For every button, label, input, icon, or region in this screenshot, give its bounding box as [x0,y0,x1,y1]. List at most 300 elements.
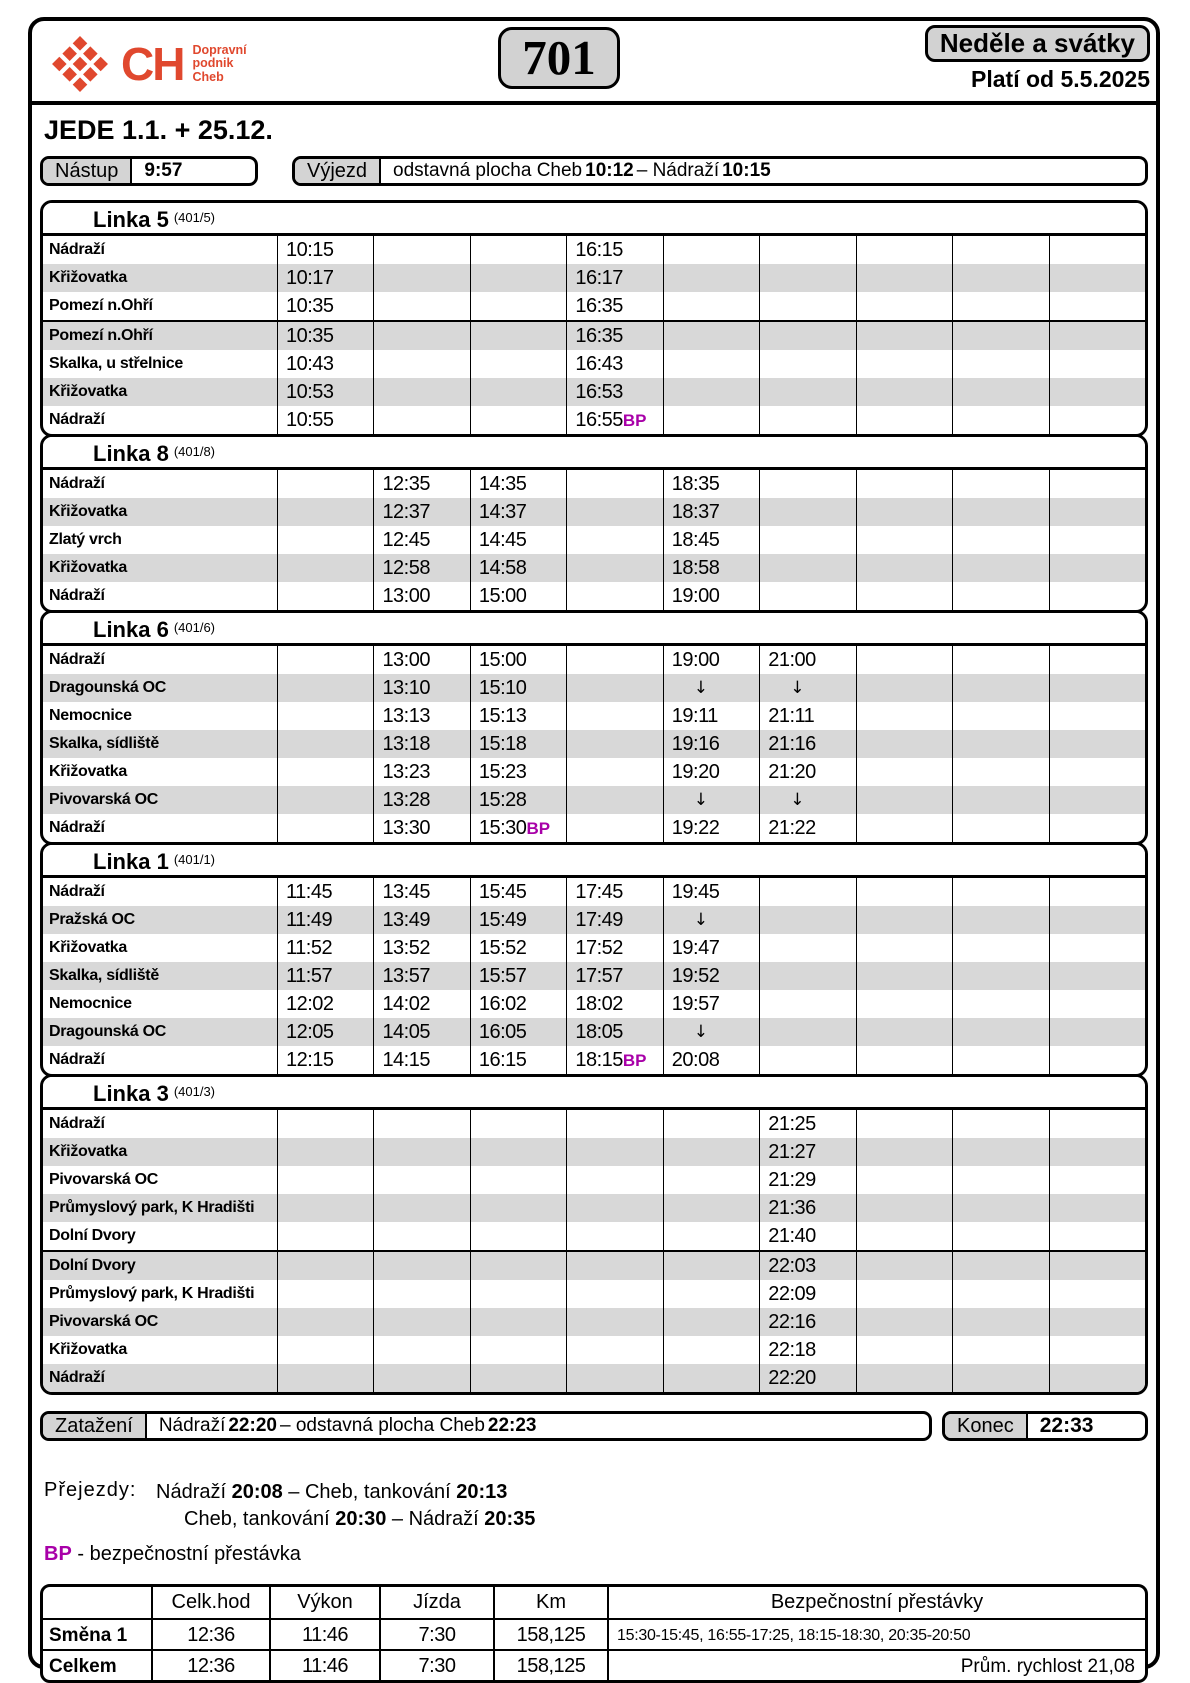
time-cell: 12:37 [373,498,469,526]
time-cell [952,1280,1048,1308]
time-cell [277,646,373,674]
header-right [925,25,1150,93]
time-cell: 19:16 [663,730,759,758]
timetable-page [28,17,1160,1677]
time-cell [856,378,952,406]
time-cell [952,962,1048,990]
time-cell [277,498,373,526]
linka-header [43,613,1145,646]
time-cell [952,702,1048,730]
time-cell [759,350,855,378]
linka-header [43,203,1145,236]
bp-legend-text: - bezpečnostní přestávka [71,1543,301,1565]
time-cell [952,990,1048,1018]
time-cell [759,292,855,320]
time-cell: 22:03 [759,1252,855,1280]
timetable-row [43,1018,1145,1046]
time-cell [952,498,1048,526]
time-cell: 17:45 [566,878,662,906]
time-cell: 16:15 [470,1046,566,1074]
time-cell [952,350,1048,378]
timetable-row [43,1222,1145,1250]
time-cell [277,786,373,814]
time-cell [1049,236,1145,264]
time-cell [373,236,469,264]
time-cell: 13:18 [373,730,469,758]
time-cell [470,1222,566,1250]
time-cell [663,1364,759,1392]
time-cell [277,1138,373,1166]
time-cell [373,378,469,406]
linka-code: (401/3) [173,1084,216,1099]
linka-table [40,610,1148,845]
logo-text [192,44,246,85]
stop-name: Nádraží [49,587,105,604]
timetable-row [43,1166,1145,1194]
time-cell [952,758,1048,786]
stop-name: Pivovarská OC [49,1313,159,1330]
stop-name: Nemocnice [49,995,132,1012]
time-cell [566,814,662,842]
time-cell [856,322,952,350]
linka-name: Linka 8 [93,441,169,466]
time-cell [470,1252,566,1280]
time-cell [663,1166,759,1194]
time-cell [1049,786,1145,814]
time-cell [952,814,1048,842]
time-cell: 13:00 [373,582,469,610]
time-cell [759,322,855,350]
time-cell: 17:52 [566,934,662,962]
time-cell: 10:35 [277,322,373,350]
logo-line-1: Dopravní [192,42,247,57]
time-cell [952,582,1048,610]
stop-name: Nádraží [49,883,105,900]
time-cell [470,378,566,406]
konec-box [942,1411,1148,1441]
time-cell: 16:55BP [566,406,662,434]
time-cell [856,406,952,434]
time-cell [470,1194,566,1222]
time-cell [470,406,566,434]
summary-header-cell: Jízda [379,1587,493,1618]
summary-header-row [43,1587,1145,1618]
time-cell [1049,350,1145,378]
time-cell [856,1280,952,1308]
time-cell: 15:49 [470,906,566,934]
time-cell [1049,1364,1145,1392]
time-cell [952,1222,1048,1250]
time-cell [566,1364,662,1392]
time-cell [952,264,1048,292]
time-cell [1049,498,1145,526]
time-cell: 16:05 [470,1018,566,1046]
timetable-row [43,320,1145,350]
page-content [32,105,1156,1683]
time-cell [952,1308,1048,1336]
time-cell [470,1308,566,1336]
time-cell [952,1046,1048,1074]
time-cell [470,1110,566,1138]
timetable-row [43,526,1145,554]
time-cell [952,470,1048,498]
time-cell [277,554,373,582]
time-cell [759,934,855,962]
timetable-row [43,1138,1145,1166]
time-cell [566,554,662,582]
time-cell: 11:49 [277,906,373,934]
linka-name: Linka 3 [93,1081,169,1106]
time-cell [1049,878,1145,906]
time-cell: 15:10 [470,674,566,702]
time-cell [759,406,855,434]
time-cell [277,674,373,702]
time-cell [952,406,1048,434]
time-cell [1049,1166,1145,1194]
timetable-row [43,498,1145,526]
timetable-row [43,554,1145,582]
stop-name: Křižovatka [49,559,127,576]
konec-label: Konec [945,1414,1028,1438]
stop-name: Pražská OC [49,911,135,928]
time-cell [470,236,566,264]
stop-name: Křižovatka [49,939,127,956]
time-cell [470,264,566,292]
linka-code: (401/1) [173,852,216,867]
time-cell: 13:49 [373,906,469,934]
timetable-row [43,702,1145,730]
departure-info-row [40,156,1148,186]
stop-name: Průmyslový park, K Hradišti [49,1285,255,1302]
timetable-row [43,814,1145,842]
time-cell [663,1194,759,1222]
linka-tables [40,200,1148,1395]
linka-name: Linka 6 [93,617,169,642]
time-cell: 15:52 [470,934,566,962]
time-cell [856,990,952,1018]
time-cell [759,878,855,906]
time-cell: 14:02 [373,990,469,1018]
time-cell: ↓ [663,906,759,934]
time-cell: 14:45 [470,526,566,554]
bp-marker: BP [622,411,647,430]
linka-code: (401/5) [173,210,216,225]
stop-name: Křižovatka [49,269,127,286]
summary-header-cell: Bezpečnostní přestávky [607,1587,1145,1618]
time-cell: 19:00 [663,646,759,674]
timetable-row [43,350,1145,378]
linka-table [40,434,1148,613]
timetable-row [43,1280,1145,1308]
time-cell [663,236,759,264]
time-cell: 13:57 [373,962,469,990]
time-cell: 12:02 [277,990,373,1018]
time-cell [373,350,469,378]
stop-name: Dolní Dvory [49,1227,136,1244]
time-cell [856,1166,952,1194]
summary-header-cell: Výkon [269,1587,379,1618]
time-cell: 14:58 [470,554,566,582]
time-cell [277,1110,373,1138]
time-cell [470,1138,566,1166]
time-cell: 12:45 [373,526,469,554]
time-cell: 22:20 [759,1364,855,1392]
time-cell [952,292,1048,320]
time-cell [856,758,952,786]
time-cell [277,730,373,758]
time-cell [663,1222,759,1250]
stop-name: Nádraží [49,1369,105,1386]
linka-name: Linka 1 [93,849,169,874]
time-cell [856,646,952,674]
timetable-row [43,730,1145,758]
time-cell [856,934,952,962]
time-cell: 16:15 [566,236,662,264]
summary-row [43,1649,1145,1680]
time-cell [566,526,662,554]
bp-marker: BP [526,819,551,838]
time-cell [566,1308,662,1336]
time-cell: 21:00 [759,646,855,674]
time-cell [277,702,373,730]
vyjezd-text: odstavná plocha Cheb 10:12 – Nádraží 10:15 [393,160,771,181]
time-cell [663,1138,759,1166]
stop-name: Křižovatka [49,1341,127,1358]
time-cell: 11:52 [277,934,373,962]
time-cell: 19:45 [663,878,759,906]
time-cell [759,498,855,526]
time-cell: 10:55 [277,406,373,434]
time-cell: ↓ [663,1018,759,1046]
time-cell [759,582,855,610]
time-cell: 21:11 [759,702,855,730]
time-cell: 21:27 [759,1138,855,1166]
stop-name: Skalka, sídliště [49,735,159,752]
time-cell [856,674,952,702]
time-cell [759,378,855,406]
time-cell [470,292,566,320]
time-cell [1049,990,1145,1018]
time-cell: 12:05 [277,1018,373,1046]
stop-name: Pivovarská OC [49,791,159,808]
logo-abbr: CH [121,38,184,90]
timetable-row [43,1194,1145,1222]
time-cell [952,1166,1048,1194]
snowflake-diamonds-icon [48,33,112,95]
time-cell [1049,1018,1145,1046]
stop-name: Průmyslový park, K Hradišti [49,1199,255,1216]
timetable-row [43,1046,1145,1074]
linka-header [43,437,1145,470]
time-cell [566,702,662,730]
summary-cell: Celkem [43,1649,151,1680]
time-cell: 19:47 [663,934,759,962]
vyjezd-label: Výjezd [295,159,381,183]
time-cell: 13:45 [373,878,469,906]
time-cell: 16:53 [566,378,662,406]
summary-table [40,1584,1148,1683]
summary-cell: Prům. rychlost 21,08 [607,1649,1145,1680]
time-cell: 10:17 [277,264,373,292]
time-cell [277,1222,373,1250]
linka-header [43,1077,1145,1110]
time-cell: 21:29 [759,1166,855,1194]
time-cell [663,1110,759,1138]
time-cell [1049,814,1145,842]
time-cell [277,1336,373,1364]
time-cell: 22:18 [759,1336,855,1364]
timetable-row [43,292,1145,320]
timetable-row [43,646,1145,674]
time-cell [1049,1110,1145,1138]
time-cell: 22:16 [759,1308,855,1336]
time-cell [1049,646,1145,674]
time-cell [952,1252,1048,1280]
timetable-row [43,378,1145,406]
time-cell [663,378,759,406]
time-cell [856,1336,952,1364]
time-cell: 12:15 [277,1046,373,1074]
time-cell [1049,1252,1145,1280]
time-cell [566,1222,662,1250]
time-cell [470,1336,566,1364]
prejezdy-section [44,1479,1148,1533]
stop-name: Nádraží [49,1051,105,1068]
time-cell [856,1222,952,1250]
stop-name: Nádraží [49,1115,105,1132]
time-cell [1049,526,1145,554]
time-cell: 14:35 [470,470,566,498]
time-cell [952,526,1048,554]
time-cell [1049,1138,1145,1166]
time-cell [373,1336,469,1364]
prejezdy-line-1: Nádraží 20:08 – Cheb, tankování 20:13 [156,1481,508,1503]
time-cell [373,1280,469,1308]
time-cell [470,1364,566,1392]
time-cell: 14:05 [373,1018,469,1046]
summary-cell: 158,125 [493,1649,607,1680]
time-cell: 19:11 [663,702,759,730]
time-cell [856,1138,952,1166]
time-cell [373,1166,469,1194]
time-cell [1049,582,1145,610]
time-cell [759,526,855,554]
summary-cell: 12:36 [151,1649,269,1680]
time-cell [1049,1194,1145,1222]
time-cell: 19:52 [663,962,759,990]
time-cell: 16:35 [566,322,662,350]
timetable-row [43,1250,1145,1280]
vyjezd-box [292,156,1148,186]
time-cell [952,236,1048,264]
time-cell [277,814,373,842]
time-cell [856,292,952,320]
time-cell [1049,730,1145,758]
stop-name: Nemocnice [49,707,132,724]
time-cell [566,786,662,814]
time-cell [759,1046,855,1074]
time-cell [277,758,373,786]
time-cell [1049,378,1145,406]
time-cell [1049,292,1145,320]
time-cell [856,582,952,610]
prejezdy-lines [156,1479,535,1533]
time-cell [566,1110,662,1138]
time-cell [566,1336,662,1364]
stop-name: Pivovarská OC [49,1171,159,1188]
stop-name: Nádraží [49,241,105,258]
time-cell [1049,702,1145,730]
timetable-row [43,758,1145,786]
time-cell [663,322,759,350]
time-cell: 15:45 [470,878,566,906]
time-cell [759,236,855,264]
time-cell: 15:57 [470,962,566,990]
logo-line-3: Cheb [192,69,224,84]
nastup-time: 9:57 [144,160,183,181]
time-cell: 14:37 [470,498,566,526]
time-cell [1049,674,1145,702]
time-cell: ↓ [663,674,759,702]
time-cell: 13:52 [373,934,469,962]
stop-name: Dragounská OC [49,1023,167,1040]
time-cell: ↓ [663,786,759,814]
stop-name: Nádraží [49,651,105,668]
time-cell [856,236,952,264]
time-cell: 15:13 [470,702,566,730]
nastup-box [40,156,258,186]
time-cell: 18:15BP [566,1046,662,1074]
zatazeni-row [40,1411,1148,1441]
time-cell: ↓ [759,674,855,702]
time-cell: 16:02 [470,990,566,1018]
summary-header-cell: Celk.hod [151,1587,269,1618]
stop-name: Pomezí n.Ohří [49,327,153,344]
summary-cell: 158,125 [493,1618,607,1649]
bp-legend [44,1543,1148,1566]
timetable-row [43,470,1145,498]
time-cell: 13:28 [373,786,469,814]
time-cell [856,526,952,554]
day-type-badge: Neděle a svátky [925,25,1150,62]
operator-logo [48,33,247,95]
time-cell [952,878,1048,906]
time-cell [952,322,1048,350]
time-cell [277,1252,373,1280]
time-cell [277,1194,373,1222]
time-cell [952,1018,1048,1046]
time-cell: 14:15 [373,1046,469,1074]
timetable-row [43,934,1145,962]
konec-time: 22:33 [1039,1414,1094,1437]
valid-from-text: Platí od 5.5.2025 [971,66,1150,92]
time-cell: 15:28 [470,786,566,814]
time-cell [952,730,1048,758]
time-cell [566,498,662,526]
timetable-row [43,582,1145,610]
time-cell [663,1280,759,1308]
time-cell: 15:00 [470,582,566,610]
time-cell [1049,1222,1145,1250]
time-cell [373,1110,469,1138]
time-cell [566,646,662,674]
time-cell [952,554,1048,582]
route-number-badge: 701 [498,27,620,89]
time-cell: 13:00 [373,646,469,674]
time-cell [373,1308,469,1336]
time-cell: 21:36 [759,1194,855,1222]
time-cell: 18:05 [566,1018,662,1046]
